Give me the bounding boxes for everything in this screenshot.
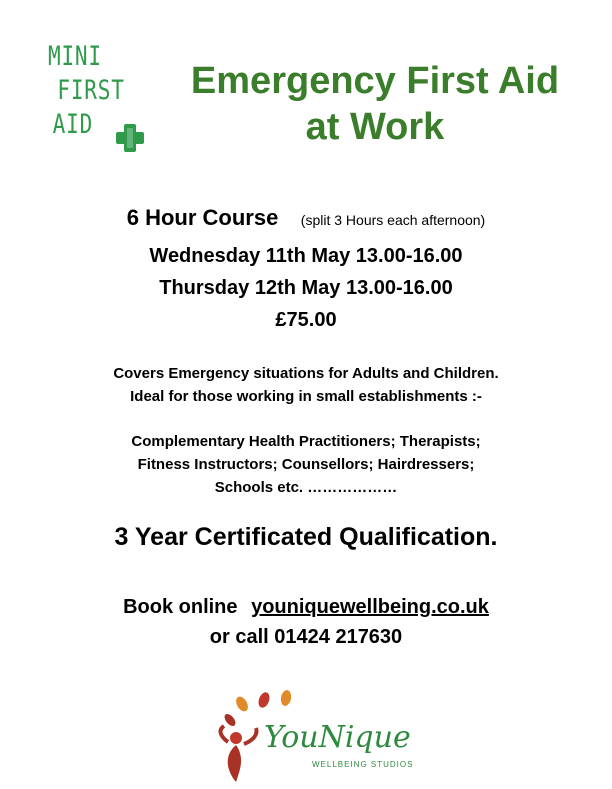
- course-note: (split 3 Hours each afternoon): [300, 212, 486, 228]
- covers-text: [0, 362, 612, 408]
- covers-line-1: Covers Emergency situations for Adults and Children.: [113, 365, 499, 382]
- audience-line-2: Fitness Instructors; Counsellors; Hairdressers;: [137, 456, 475, 473]
- logo-line-1: MINI: [48, 41, 102, 72]
- mini-first-aid-logo: [48, 40, 158, 160]
- audience-list: [0, 430, 612, 499]
- course-title: 6 Hour Course: [126, 205, 279, 230]
- logo-line-2: FIRST: [57, 75, 125, 106]
- green-cross-icon: [114, 122, 146, 154]
- brand-name: YouNique: [264, 720, 411, 755]
- covers-line-2: Ideal for those working in small establishments :-: [130, 388, 482, 405]
- date-2: Thursday 12th May 13.00-16.00: [159, 277, 453, 299]
- course-dates: [0, 240, 612, 336]
- course-heading: [0, 205, 612, 231]
- date-1: Wednesday 11th May 13.00-16.00: [149, 245, 463, 267]
- page-title: [160, 58, 590, 150]
- course-price: £75.00: [275, 309, 337, 331]
- booking-info: [0, 592, 612, 652]
- title-line-2: at Work: [305, 106, 445, 148]
- audience-line-1: Complementary Health Practitioners; Therapists;: [131, 433, 481, 450]
- title-line-1: Emergency First Aid: [190, 60, 560, 102]
- logo-line-3: AID: [52, 109, 94, 140]
- website-link[interactable]: youniquewellbeing.co.uk: [251, 596, 489, 618]
- younique-logo: [214, 690, 414, 785]
- audience-line-3: Schools etc. ………………: [214, 479, 398, 496]
- brand-subtitle: WELLBEING STUDIOS: [312, 760, 414, 769]
- book-online-label: Book online: [123, 596, 238, 618]
- phone-line: or call 01424 217630: [209, 626, 403, 648]
- qualification-text: 3 Year Certificated Qualification.: [114, 523, 498, 551]
